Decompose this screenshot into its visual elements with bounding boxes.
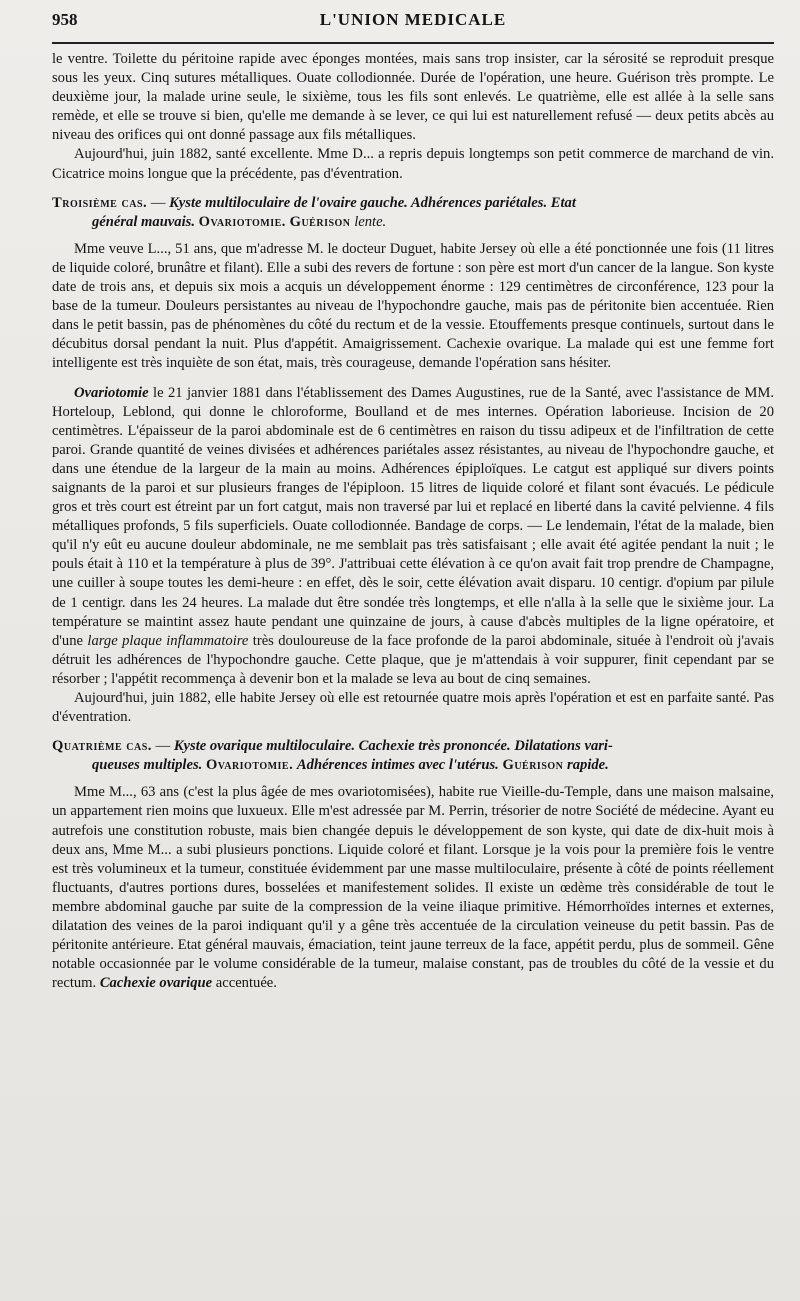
case-4-operation: Ovariotomie. — [205, 757, 294, 774]
case-3-title-line1: Kyste multiloculaire de l'ovaire gauche. Adhérences pariétales. Etat — [169, 194, 576, 211]
case-4-label: Quatrième cas. — [52, 738, 152, 755]
case-3-label: Troisième cas. — [52, 194, 148, 211]
case-3-result: Guérison — [289, 213, 351, 230]
case-4-result-note: rapide. — [567, 757, 609, 774]
case-4-dash: — — [151, 738, 174, 755]
case-4-history-paragraph — [52, 783, 774, 993]
case-3-outcome-paragraph: Aujourd'hui, juin 1882, elle habite Jersey où elle est retournée quatre mois après l'opération et est en parfaite santé. Pas d'éventration. — [52, 690, 774, 726]
case-4-title-line1: Kyste ovarique multiloculaire. Cachexie très prononcée. Dilatations vari- — [173, 738, 613, 755]
case-3-op-emphasis: large plaque inflammatoire — [87, 632, 249, 649]
case-4-note: Adhérences intimes avec l'utérus. — [296, 757, 499, 774]
case-3-dash: — — [147, 194, 170, 211]
case-4-history-body: Mme M..., 63 ans (c'est la plus âgée de mes ovariotomisées), habite rue Vieille-du-Temple, dans une maison malsaine, un appartement rien moins que luxueux. Elle m'est adressée par M. Perrin, trésorier de notre Société de médecine. Ayant eu autrefois une constitution robuste, mais bien changée depuis le développement de son kyste, qui date de dix-huit mois à deux ans, Mme M... a subi plusieurs ponctions. Liquide coloré et filant. Lorsque je la vois pour la première fois le ventre est très volumineux et la tumeur, constituée évidemment par une masse multiloculaire, présente à côté de points réellement fluctuants, d'autres portions dures, bosselées et manifestement solides. Il existe un œdème très considérable de tout le membre abdominal gauche par suite de la compression de la veine iliaque primitive. Hémorrhoïdes internes et externes, dilatation des veines de la paroi indiquant qu'il y a gêne très accentuée de la circulation veineuse du petit bassin. Pas de péritonite antérieure. Etat général mauvais, émaciation, teint jaune terreux de la face, appétit perdu, plus de sommeil. Gêne notable occasionnée par le volume considérable de la tumeur, malaise constant, pas de troubles du côté de la vessie et du rectum. — [52, 784, 774, 992]
case-4-history-tail: accentuée. — [212, 975, 277, 992]
case-3-operation-paragraph — [52, 384, 774, 690]
case-4-result: Guérison — [502, 757, 564, 774]
case-4-title-line2: queuses multiples. — [92, 757, 203, 774]
intro-followup-paragraph: Aujourd'hui, juin 1882, santé excellente. Mme D... a repris depuis longtemps son petit commerce de marchand de vin. Cicatrice moins longue que la précédente, pas d'éventration. — [52, 146, 774, 182]
journal-title: L'UNION MEDICALE — [319, 10, 507, 29]
case-4-heading — [52, 737, 774, 775]
case-3-history-paragraph: Mme veuve L..., 51 ans, que m'adresse M. le docteur Duguet, habite Jersey où elle a été ponctionnée une fois (11 litres de liquide coloré, brunâtre et filant). Elle a subi des revers de fortune : son père est mort d'un cancer de la langue. Son kyste date de trois ans, et depuis six mois a acquis un développement énorme : 129 centimètres de circonférence, 123 pour la base de la tumeur. Douleurs persistantes au niveau de l'hypochondre gauche, mais pas de péritonite bien accentuée. Rien dans le petit bassin, pas de phénomènes du côté du rectum et de la vessie. Etouffements presque continuels, surtout dans le décubitus dorsal pendant la nuit. Plus d'appétit. Amaigrissement. Cachexie ovarique. La malade qui est une femme fort intelligente est très inquiète de son état, mais, très courageuse, demande l'opération sans hésiter. — [52, 240, 774, 372]
case-4-history-emphasis: Cachexie ovarique — [99, 975, 213, 992]
case-3-op-body: le 21 janvier 1881 dans l'établissement des Dames Augustines, rue de la Santé, avec l'assistance de MM. Horteloup, Leblond, qui donne le chloroforme, Boulland et de mes internes. Opération laborieuse. Incision de 20 centimètres. L'épaisseur de la paroi abdominale est de 6 centimètres en raison du tissu adipeux et de l'infiltration de cette paroi. Grande quantité de veines divisées et adhérences pariétales assez résistantes, au niveau de l'hypochondre gauche, et dans une étendue de la largeur de la main au moins. Adhérences épiploïques. Le catgut est appliqué sur divers points saignants de la paroi et sur plusieurs franges de l'épiploon. 15 litres de liquide coloré et filant sont évacués. Le pédicule gros et très court est étreint par un fort catgut, mais non traversé par lui et replacé en liberté dans la cavité pelvienne. 4 fils métalliques profonds, 5 fils superficiels. Ouate collodionnée. Bandage de corps. — Le lendemain, l'état de la malade, bien qu'il n'y eût eu aucune douleur abdominale, ne me semblait pas très satisfaisant ; elle avait été agitée pendant la nuit ; le pouls était à 110 et la température à plus de 39°. J'attribuai cette élévation à ce qu'on avait fait trop prendre de Champagne, une cuiller à soupe toutes les demi-heure : en effet, dès le soir, cette élévation avait disparu. 10 centigr. d'opium par pilule de 1 centigr. dans les 24 heures. La malade dut être sondée très longtemps, et elle n'alla à la selle que le sixième jour. La température se maintint assez haute pendant une quinzaine de jours, à cause d'abcès multiples de la ligne opératoire, et d'une — [52, 384, 774, 649]
case-3-result-note: lente. — [354, 213, 387, 230]
header-rule — [52, 42, 774, 44]
case-3-op-tail: très douloureuse de la face profonde de la paroi abdominale, située à l'endroit où j'avais détruit les adhérences de l'hypochondre gauche. Cette plaque, que je m'attendais à voir suppurer, finit cependant par se résorber ; l'appétit recommença à devenir bon et la malade se leva au bout de cinq semaines. — [52, 632, 774, 687]
case-3-heading — [52, 194, 774, 232]
intro-paragraph: le ventre. Toilette du péritoine rapide avec éponges montées, mais sans trop insister, car la sérosité se reproduit presque sous les yeux. Cinq sutures métalliques. Ouate collodionnée. Durée de l'opération, une heure. Guérison très prompte. Le deuxième jour, la malade urine seule, le sixième, tous les fils sont enlevés. Le quatrième, elle est allée à la selle sans remède, et elle se trouve si bien, qu'elle me demande à se lever, ce qui lui est naturellement refusé — deux petits abcès au niveau des orifices qui ont donné passage aux fils métalliques. — [52, 51, 774, 144]
case-3-op-lead: Ovariotomie — [74, 384, 149, 401]
case-3-title-line2: général mauvais. — [92, 213, 195, 230]
running-head — [52, 8, 774, 34]
case-3-operation: Ovariotomie. — [198, 213, 286, 230]
page-number: 958 — [52, 10, 78, 29]
